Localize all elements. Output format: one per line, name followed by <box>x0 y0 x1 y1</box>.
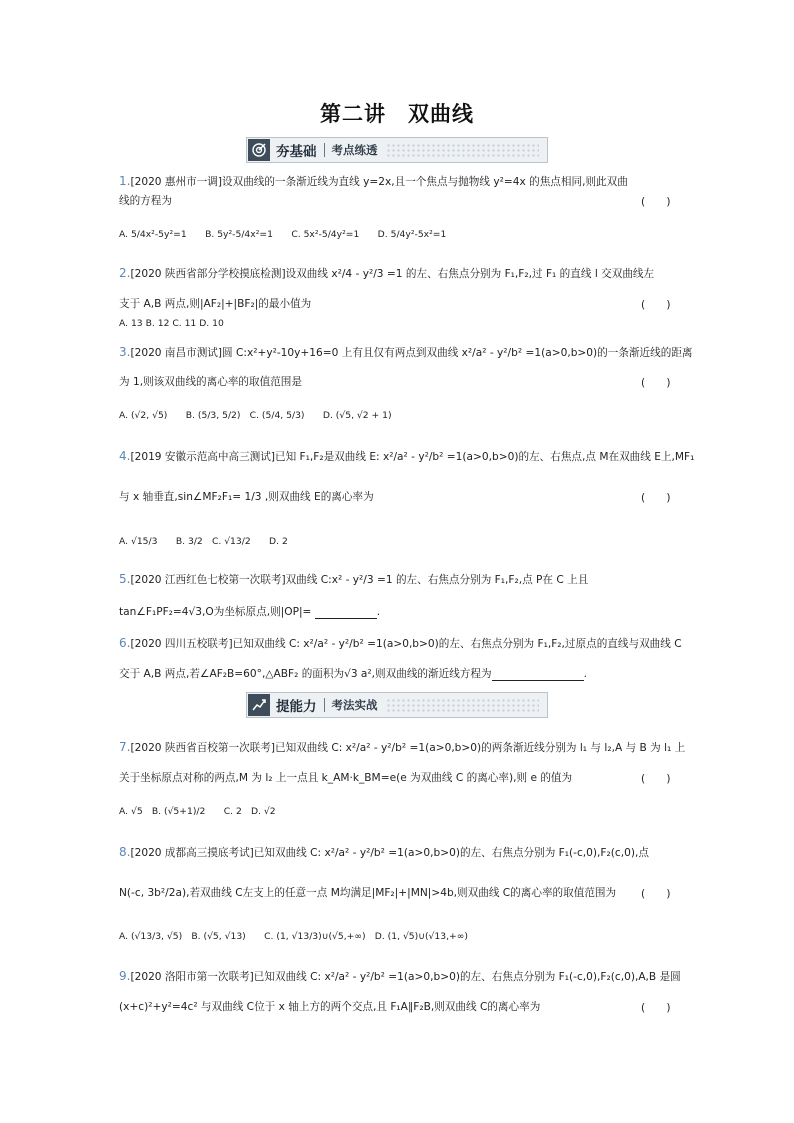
fill-blank[interactable] <box>492 680 584 681</box>
answer-paren: ( ) <box>641 1002 671 1014</box>
question-number: 1. <box>119 174 131 188</box>
question-1-line2 <box>119 194 172 208</box>
question-text: [2019 安徽示范高中高三测试]已知 F₁,F₂是双曲线 E: x²/a² - y²/b² =1(a>0,b>0)的左、右焦点,点 M在双曲线 E上,MF₁ <box>130 451 695 463</box>
question-text: N(-c, 3b²/2a),若双曲线 C左支上的任意一点 M均满足|MF₂|+|MN|>4b,则双曲线 C的离心率的取值范围为 <box>119 887 617 899</box>
question-number: 4. <box>119 449 131 463</box>
question-text: 交于 A,B 两点,若∠AF₂B=60°,△ABF₂ 的面积为√3 a²,则双曲线的渐近线方程为 <box>119 668 492 680</box>
question-3-line2 <box>119 375 302 389</box>
question-text: [2020 江西红色七校第一次联考]双曲线 C:x² - y²/3 =1 的左、右焦点分别为 F₁,F₂,点 P在 C 上且 <box>130 574 589 586</box>
question-text: 为 1,则该双曲线的离心率的取值范围是 <box>119 376 302 388</box>
section-banner-ability <box>246 692 548 718</box>
question-6 <box>119 636 682 651</box>
question-number: 2. <box>119 266 131 280</box>
answer-paren: ( ) <box>641 888 671 900</box>
answer-paren: ( ) <box>641 377 671 389</box>
dotted-decoration <box>386 143 540 157</box>
question-9 <box>119 969 681 984</box>
section-banner-basics <box>246 137 548 163</box>
fill-blank[interactable] <box>315 618 377 619</box>
question-1 <box>119 174 628 189</box>
question-number: 9. <box>119 969 131 983</box>
answer-paren: ( ) <box>641 773 671 785</box>
question-number: 3. <box>119 345 131 359</box>
target-icon <box>248 139 270 161</box>
section-title: 提能力 <box>276 699 317 715</box>
question-7-options: A. √5 B. (√5+1)/2 C. 2 D. √2 <box>119 806 276 817</box>
question-2-line2 <box>119 297 311 311</box>
question-8 <box>119 845 649 860</box>
section-title: 夯基础 <box>276 144 317 160</box>
question-text: [2020 成都高三摸底考试]已知双曲线 C: x²/a² - y²/b² =1(a>0,b>0)的左、右焦点分别为 F₁(-c,0),F₂(c,0),点 <box>130 847 649 859</box>
question-8-options: A. (√13/3, √5) B. (√5, √13) C. (1, √13/3)∪(√5,+∞) D. (1, √5)∪(√13,+∞) <box>119 931 468 942</box>
question-text: . <box>376 606 381 618</box>
page-title: 第二讲 双曲线 <box>320 102 474 126</box>
dotted-decoration <box>386 698 540 712</box>
question-text: [2020 南昌市测试]圆 C:x²+y²-10y+16=0 上有且仅有两点到双曲线 x²/a² - y²/b² =1(a>0,b>0)的一条渐近线的距离 <box>130 347 693 359</box>
question-9-line2 <box>119 1000 540 1014</box>
question-number: 6. <box>119 636 131 650</box>
answer-paren: ( ) <box>641 299 671 311</box>
question-text: [2020 四川五校联考]已知双曲线 C: x²/a² - y²/b² =1(a>0,b>0)的左、右焦点分别为 F₁,F₂,过原点的直线与双曲线 C <box>130 638 682 650</box>
question-8-line2 <box>119 886 616 900</box>
question-1-options: A. 5/4x²-5y²=1 B. 5y²-5/4x²=1 C. 5x²-5/4y²=1 D. 5/4y²-5x²=1 <box>119 229 447 240</box>
question-3-options: A. (√2, √5) B. (5/3, 5/2) C. (5/4, 5/3) D. (√5, √2 + 1) <box>119 410 392 421</box>
section-divider <box>324 698 325 712</box>
question-5-line2 <box>119 605 380 619</box>
question-text: 关于坐标原点对称的两点,M 为 l₂ 上一点且 k_AM·k_BM=e(e 为双曲线 C 的离心率),则 e 的值为 <box>119 772 573 784</box>
question-2-options: A. 13 B. 12 C. 11 D. 10 <box>119 318 224 329</box>
chart-trend-icon <box>248 694 270 716</box>
question-2 <box>119 266 654 281</box>
question-text: [2020 洛阳市第一次联考]已知双曲线 C: x²/a² - y²/b² =1(a>0,b>0)的左、右焦点分别为 F₁(-c,0),F₂(c,0),A,B 是圆 <box>130 971 681 983</box>
question-4-options: A. √15/3 B. 3/2 C. √13/2 D. 2 <box>119 536 288 547</box>
question-6-line2 <box>119 667 587 681</box>
question-3 <box>119 345 693 360</box>
question-text: tan∠F₁PF₂=4√3,O为坐标原点,则|OP|= <box>119 606 315 618</box>
question-text: [2020 惠州市一调]设双曲线的一条渐近线为直线 y=2x,且一个焦点与抛物线 y²=4x 的焦点相同,则此双曲 <box>130 176 628 188</box>
question-text: (x+c)²+y²=4c² 与双曲线 C位于 x 轴上方的两个交点,且 F₁A∥F₂B,则双曲线 C的离心率为 <box>119 1001 541 1013</box>
question-text: 与 x 轴垂直,sin∠MF₂F₁= 1/3 ,则双曲线 E的离心率为 <box>119 491 374 503</box>
section-subtitle: 考点练透 <box>331 143 378 157</box>
question-number: 7. <box>119 740 131 754</box>
question-text: 线的方程为 <box>119 195 172 207</box>
section-divider <box>324 143 325 157</box>
answer-paren: ( ) <box>641 196 671 208</box>
question-number: 8. <box>119 845 131 859</box>
question-number: 5. <box>119 572 131 586</box>
question-7 <box>119 740 685 755</box>
answer-paren: ( ) <box>641 492 671 504</box>
question-4 <box>119 449 694 464</box>
section-subtitle: 考法实战 <box>331 698 378 712</box>
question-4-line2 <box>119 490 374 504</box>
question-5 <box>119 572 588 587</box>
question-7-line2 <box>119 771 572 785</box>
question-text: 支于 A,B 两点,则|AF₂|+|BF₂|的最小值为 <box>119 298 312 310</box>
question-text: [2020 陕西省部分学校摸底检测]设双曲线 x²/4 - y²/3 =1 的左、右焦点分别为 F₁,F₂,过 F₁ 的直线 l 交双曲线左 <box>130 268 655 280</box>
question-text: [2020 陕西省百校第一次联考]已知双曲线 C: x²/a² - y²/b² =1(a>0,b>0)的两条渐近线分别为 l₁ 与 l₂,A 与 B 为 l₁ 上 <box>130 742 686 754</box>
question-text: . <box>583 668 587 680</box>
